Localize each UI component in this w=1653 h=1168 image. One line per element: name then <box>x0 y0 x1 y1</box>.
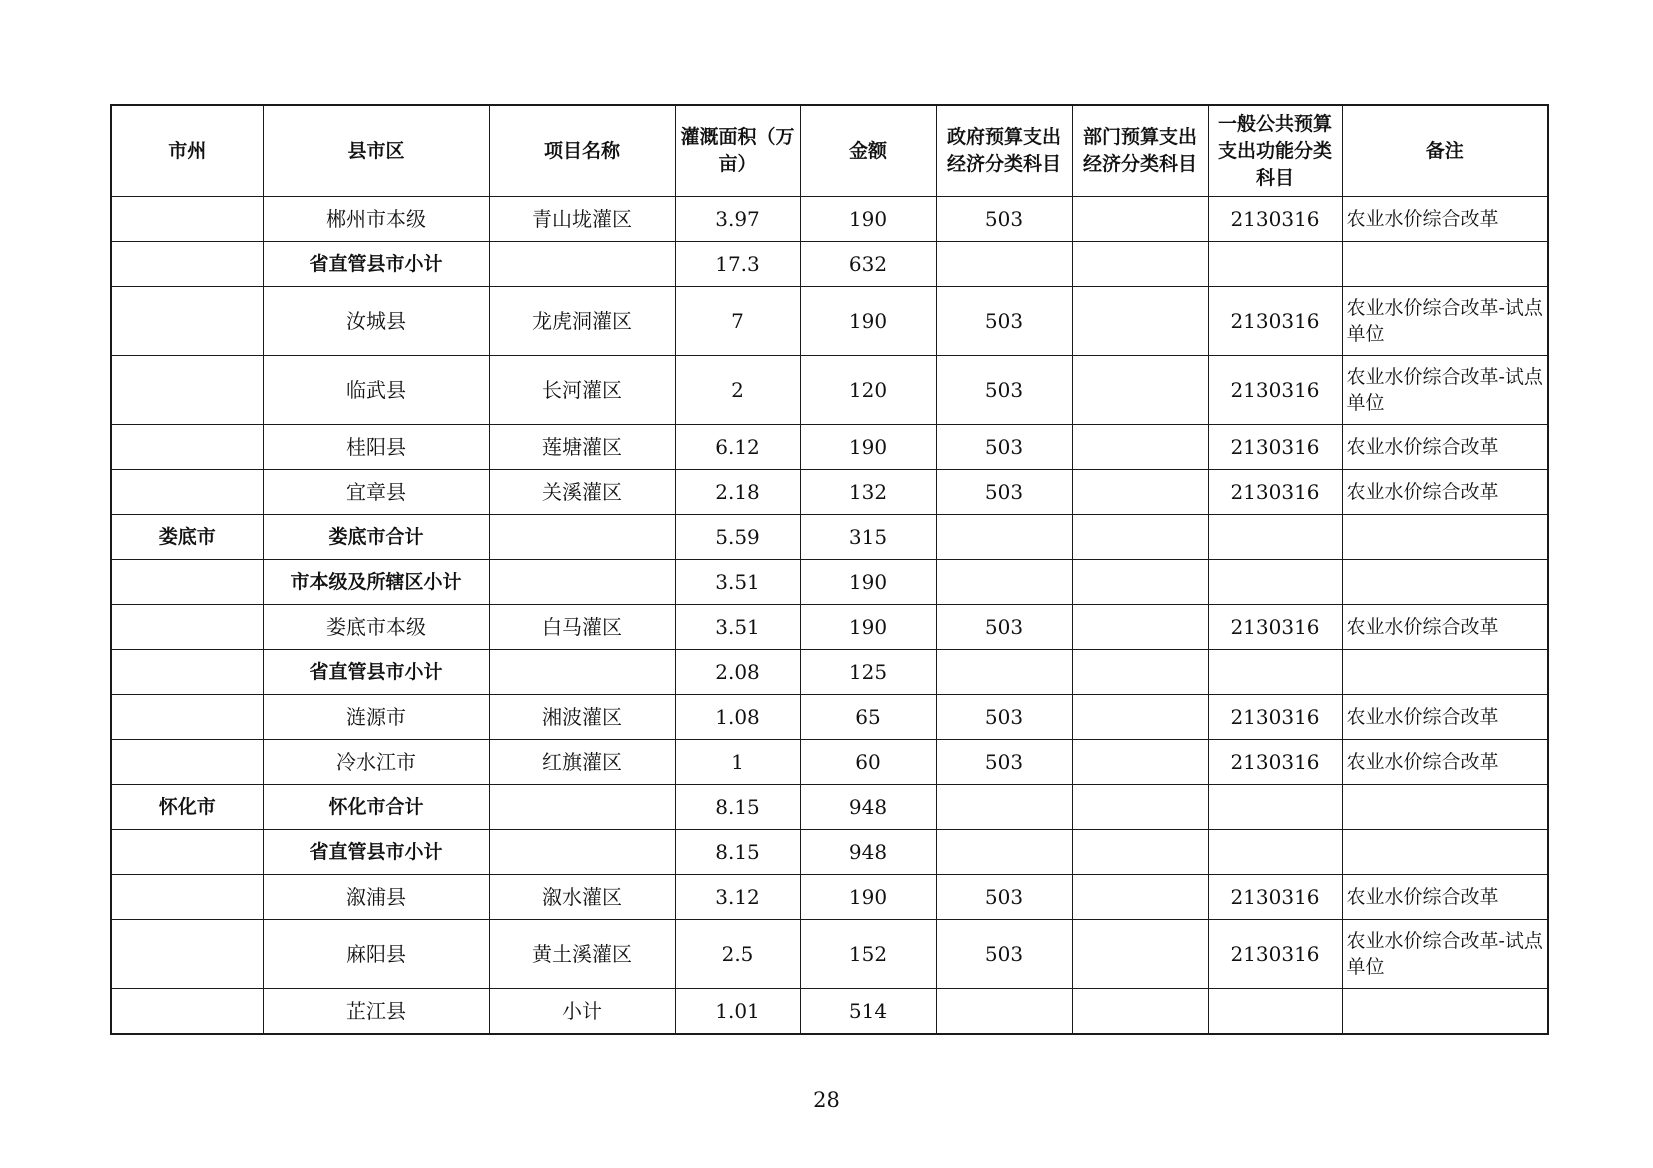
cell-dept-class <box>1072 515 1208 560</box>
cell-county: 芷江县 <box>263 989 489 1035</box>
cell-project: 龙虎洞灌区 <box>489 287 675 356</box>
cell-gov-class <box>936 560 1072 605</box>
header-amount: 金额 <box>800 105 936 197</box>
cell-county: 汝城县 <box>263 287 489 356</box>
cell-area: 3.51 <box>675 560 800 605</box>
cell-dept-class <box>1072 356 1208 425</box>
header-func-class: 一般公共预算支出功能分类科目 <box>1208 105 1342 197</box>
header-county: 县市区 <box>263 105 489 197</box>
cell-gov-class: 503 <box>936 356 1072 425</box>
cell-gov-class: 503 <box>936 470 1072 515</box>
table-row <box>111 830 1548 875</box>
cell-gov-class: 503 <box>936 875 1072 920</box>
cell-func-class <box>1208 830 1342 875</box>
cell-gov-class: 503 <box>936 425 1072 470</box>
cell-area: 2.18 <box>675 470 800 515</box>
cell-note: 农业水价综合改革-试点单位 <box>1342 287 1548 356</box>
cell-area: 1.08 <box>675 695 800 740</box>
cell-dept-class <box>1072 425 1208 470</box>
cell-city <box>111 920 263 989</box>
table-row <box>111 425 1548 470</box>
cell-city <box>111 830 263 875</box>
cell-gov-class <box>936 650 1072 695</box>
cell-area: 2.08 <box>675 650 800 695</box>
cell-note: 农业水价综合改革 <box>1342 470 1548 515</box>
cell-note <box>1342 560 1548 605</box>
cell-city <box>111 560 263 605</box>
cell-func-class <box>1208 989 1342 1035</box>
cell-dept-class <box>1072 242 1208 287</box>
table-row <box>111 650 1548 695</box>
cell-area: 3.51 <box>675 605 800 650</box>
cell-dept-class <box>1072 197 1208 242</box>
cell-project <box>489 515 675 560</box>
cell-dept-class <box>1072 830 1208 875</box>
cell-note <box>1342 989 1548 1035</box>
budget-table <box>110 104 1549 1035</box>
header-dept-class: 部门预算支出经济分类科目 <box>1072 105 1208 197</box>
cell-area: 2.5 <box>675 920 800 989</box>
cell-dept-class <box>1072 989 1208 1035</box>
cell-dept-class <box>1072 560 1208 605</box>
cell-func-class: 2130316 <box>1208 920 1342 989</box>
cell-amount: 120 <box>800 356 936 425</box>
cell-amount: 132 <box>800 470 936 515</box>
cell-amount: 190 <box>800 425 936 470</box>
cell-county: 冷水江市 <box>263 740 489 785</box>
cell-dept-class <box>1072 695 1208 740</box>
cell-city <box>111 989 263 1035</box>
cell-city <box>111 287 263 356</box>
cell-func-class: 2130316 <box>1208 197 1342 242</box>
cell-city <box>111 695 263 740</box>
cell-city: 怀化市 <box>111 785 263 830</box>
cell-amount: 152 <box>800 920 936 989</box>
cell-project <box>489 650 675 695</box>
cell-dept-class <box>1072 740 1208 785</box>
cell-city <box>111 242 263 287</box>
cell-func-class <box>1208 560 1342 605</box>
table-row <box>111 242 1548 287</box>
cell-amount: 190 <box>800 560 936 605</box>
table-row <box>111 989 1548 1035</box>
table-row <box>111 695 1548 740</box>
header-note: 备注 <box>1342 105 1548 197</box>
cell-func-class <box>1208 785 1342 830</box>
cell-func-class: 2130316 <box>1208 287 1342 356</box>
cell-county: 涟源市 <box>263 695 489 740</box>
cell-note: 农业水价综合改革 <box>1342 605 1548 650</box>
cell-amount: 190 <box>800 875 936 920</box>
cell-area: 2 <box>675 356 800 425</box>
cell-city <box>111 356 263 425</box>
cell-gov-class: 503 <box>936 287 1072 356</box>
cell-func-class: 2130316 <box>1208 605 1342 650</box>
cell-project <box>489 830 675 875</box>
cell-dept-class <box>1072 785 1208 830</box>
cell-amount: 315 <box>800 515 936 560</box>
cell-func-class <box>1208 515 1342 560</box>
cell-project: 白马灌区 <box>489 605 675 650</box>
cell-project: 莲塘灌区 <box>489 425 675 470</box>
cell-func-class: 2130316 <box>1208 875 1342 920</box>
header-gov-class: 政府预算支出经济分类科目 <box>936 105 1072 197</box>
cell-gov-class <box>936 515 1072 560</box>
cell-project <box>489 785 675 830</box>
cell-note: 农业水价综合改革-试点单位 <box>1342 356 1548 425</box>
cell-func-class <box>1208 242 1342 287</box>
cell-dept-class <box>1072 287 1208 356</box>
cell-note: 农业水价综合改革 <box>1342 425 1548 470</box>
cell-area: 6.12 <box>675 425 800 470</box>
cell-city <box>111 605 263 650</box>
cell-area: 1 <box>675 740 800 785</box>
cell-project: 小计 <box>489 989 675 1035</box>
cell-amount: 190 <box>800 605 936 650</box>
cell-county: 宜章县 <box>263 470 489 515</box>
cell-county: 桂阳县 <box>263 425 489 470</box>
cell-dept-class <box>1072 650 1208 695</box>
cell-gov-class: 503 <box>936 740 1072 785</box>
cell-city: 娄底市 <box>111 515 263 560</box>
cell-amount: 514 <box>800 989 936 1035</box>
table-body <box>111 197 1548 1035</box>
cell-func-class: 2130316 <box>1208 740 1342 785</box>
cell-gov-class <box>936 830 1072 875</box>
cell-county: 麻阳县 <box>263 920 489 989</box>
cell-county: 临武县 <box>263 356 489 425</box>
table-row <box>111 605 1548 650</box>
cell-func-class <box>1208 650 1342 695</box>
cell-gov-class: 503 <box>936 605 1072 650</box>
cell-note <box>1342 650 1548 695</box>
cell-note: 农业水价综合改革 <box>1342 740 1548 785</box>
table-row <box>111 470 1548 515</box>
cell-county: 怀化市合计 <box>263 785 489 830</box>
cell-amount: 190 <box>800 197 936 242</box>
cell-note: 农业水价综合改革 <box>1342 875 1548 920</box>
cell-gov-class: 503 <box>936 695 1072 740</box>
cell-note <box>1342 830 1548 875</box>
table-row <box>111 356 1548 425</box>
cell-project <box>489 242 675 287</box>
cell-city <box>111 197 263 242</box>
cell-dept-class <box>1072 920 1208 989</box>
cell-amount: 948 <box>800 785 936 830</box>
header-project: 项目名称 <box>489 105 675 197</box>
cell-project: 关溪灌区 <box>489 470 675 515</box>
cell-note: 农业水价综合改革-试点单位 <box>1342 920 1548 989</box>
cell-dept-class <box>1072 470 1208 515</box>
cell-project: 溆水灌区 <box>489 875 675 920</box>
cell-city <box>111 875 263 920</box>
cell-amount: 948 <box>800 830 936 875</box>
cell-note: 农业水价综合改革 <box>1342 695 1548 740</box>
cell-note: 农业水价综合改革 <box>1342 197 1548 242</box>
cell-dept-class <box>1072 605 1208 650</box>
cell-gov-class: 503 <box>936 197 1072 242</box>
cell-area: 3.97 <box>675 197 800 242</box>
cell-project: 青山垅灌区 <box>489 197 675 242</box>
table-row <box>111 515 1548 560</box>
cell-amount: 632 <box>800 242 936 287</box>
cell-amount: 125 <box>800 650 936 695</box>
cell-city <box>111 470 263 515</box>
cell-gov-class <box>936 989 1072 1035</box>
cell-func-class: 2130316 <box>1208 425 1342 470</box>
cell-county: 郴州市本级 <box>263 197 489 242</box>
cell-city <box>111 740 263 785</box>
cell-county: 溆浦县 <box>263 875 489 920</box>
table-row <box>111 287 1548 356</box>
cell-county: 娄底市合计 <box>263 515 489 560</box>
cell-county: 市本级及所辖区小计 <box>263 560 489 605</box>
cell-area: 5.59 <box>675 515 800 560</box>
cell-area: 3.12 <box>675 875 800 920</box>
cell-city <box>111 650 263 695</box>
cell-func-class: 2130316 <box>1208 695 1342 740</box>
cell-project: 黄土溪灌区 <box>489 920 675 989</box>
table-row <box>111 560 1548 605</box>
cell-area: 8.15 <box>675 785 800 830</box>
cell-note <box>1342 242 1548 287</box>
cell-project <box>489 560 675 605</box>
header-area: 灌溉面积（万亩） <box>675 105 800 197</box>
cell-dept-class <box>1072 875 1208 920</box>
cell-project: 长河灌区 <box>489 356 675 425</box>
cell-func-class: 2130316 <box>1208 470 1342 515</box>
cell-gov-class: 503 <box>936 920 1072 989</box>
table-row <box>111 197 1548 242</box>
cell-gov-class <box>936 785 1072 830</box>
table-row <box>111 740 1548 785</box>
cell-county: 娄底市本级 <box>263 605 489 650</box>
cell-note <box>1342 785 1548 830</box>
cell-county: 省直管县市小计 <box>263 242 489 287</box>
cell-county: 省直管县市小计 <box>263 830 489 875</box>
cell-gov-class <box>936 242 1072 287</box>
cell-area: 1.01 <box>675 989 800 1035</box>
cell-amount: 60 <box>800 740 936 785</box>
cell-amount: 190 <box>800 287 936 356</box>
cell-county: 省直管县市小计 <box>263 650 489 695</box>
cell-func-class: 2130316 <box>1208 356 1342 425</box>
cell-city <box>111 425 263 470</box>
cell-project: 红旗灌区 <box>489 740 675 785</box>
table-row <box>111 785 1548 830</box>
table-row <box>111 875 1548 920</box>
cell-area: 7 <box>675 287 800 356</box>
header-city: 市州 <box>111 105 263 197</box>
page-number: 28 <box>813 1088 840 1112</box>
cell-amount: 65 <box>800 695 936 740</box>
cell-project: 湘波灌区 <box>489 695 675 740</box>
cell-area: 8.15 <box>675 830 800 875</box>
cell-note <box>1342 515 1548 560</box>
table-row <box>111 920 1548 989</box>
cell-area: 17.3 <box>675 242 800 287</box>
header-row <box>111 105 1548 197</box>
